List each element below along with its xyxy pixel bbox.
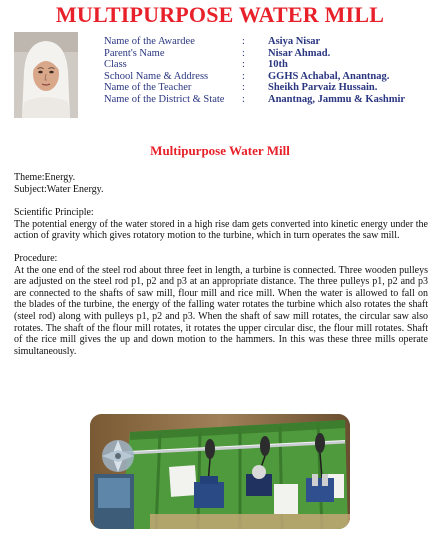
principle-heading: Scientific Principle: <box>14 207 94 218</box>
info-row-district <box>104 94 405 106</box>
info-colon: : <box>242 36 245 47</box>
info-colon: : <box>242 70 245 82</box>
info-label: School Name & Address <box>104 70 209 82</box>
procedure-text: At the one end of the steel rod about three feet in length, a turbine is connected. Three wooden pulleys are adjusted on the steel rod p1, p2 and p3 at an appropriate distance. The three pulleys p1, p2 and p3 are connected to the shafts of saw mill, flour mill and rice mill. When the water is allowed to fall on the blades of the turbine, the energy of the falling water rotates the turbine which also rotates the shaft (steel rod) along with pulleys p1, p2 and p3. When the shaft of saw mill rotates, the circular saw also rotates. The shaft of the flour mill rotates, it rotates the upper circular disc, the flour mill rotates. Shaft of the rice mill gives the up and down motion to the hammers. In this was these three mills operate simultaneously. <box>14 264 428 357</box>
info-row-awardee <box>104 36 405 48</box>
info-value: Nisar Ahmad. <box>268 47 331 59</box>
info-colon: : <box>242 47 245 59</box>
info-colon: : <box>242 93 245 105</box>
theme-line: Theme:Energy. <box>14 172 76 183</box>
info-value: Asiya Nisar <box>268 36 321 47</box>
info-colon: : <box>242 59 245 71</box>
info-value: GGHS Achabal, Anantnag. <box>268 70 390 82</box>
procedure-heading: Procedure: <box>14 253 58 264</box>
principle-text: The potential energy of the water stored in a high rise dam gets converted into kinetic energy under the action of gravity which gives rotatory motion to the turbine, which in turn operates the saw mill. <box>14 218 428 242</box>
info-label: Name of the District & State <box>104 93 225 105</box>
info-value: Sheikh Parvaiz Hussain. <box>268 82 378 94</box>
info-colon: : <box>242 82 245 94</box>
awardee-info <box>104 36 405 106</box>
info-value: 10th <box>268 59 288 71</box>
awardee-photo <box>14 32 78 118</box>
info-row-teacher <box>104 82 405 94</box>
procedure-block <box>14 253 428 357</box>
info-label: Name of the Teacher <box>104 82 192 94</box>
info-row-parent <box>104 48 405 60</box>
info-label: Name of the Awardee <box>104 36 195 47</box>
principle-block <box>14 207 428 242</box>
water-mill-model-photo <box>90 414 350 529</box>
info-value: Anantnag, Jammu & Kashmir <box>268 93 406 105</box>
info-label: Class <box>104 59 127 71</box>
info-row-school <box>104 71 405 83</box>
info-label: Parent's Name <box>104 47 165 59</box>
project-title: Multipurpose Water Mill <box>150 143 290 158</box>
subject-line: Subject:Water Energy. <box>14 183 104 195</box>
theme-block <box>14 172 428 195</box>
page-title: MULTIPURPOSE WATER MILL <box>55 2 385 27</box>
info-row-class <box>104 59 405 71</box>
